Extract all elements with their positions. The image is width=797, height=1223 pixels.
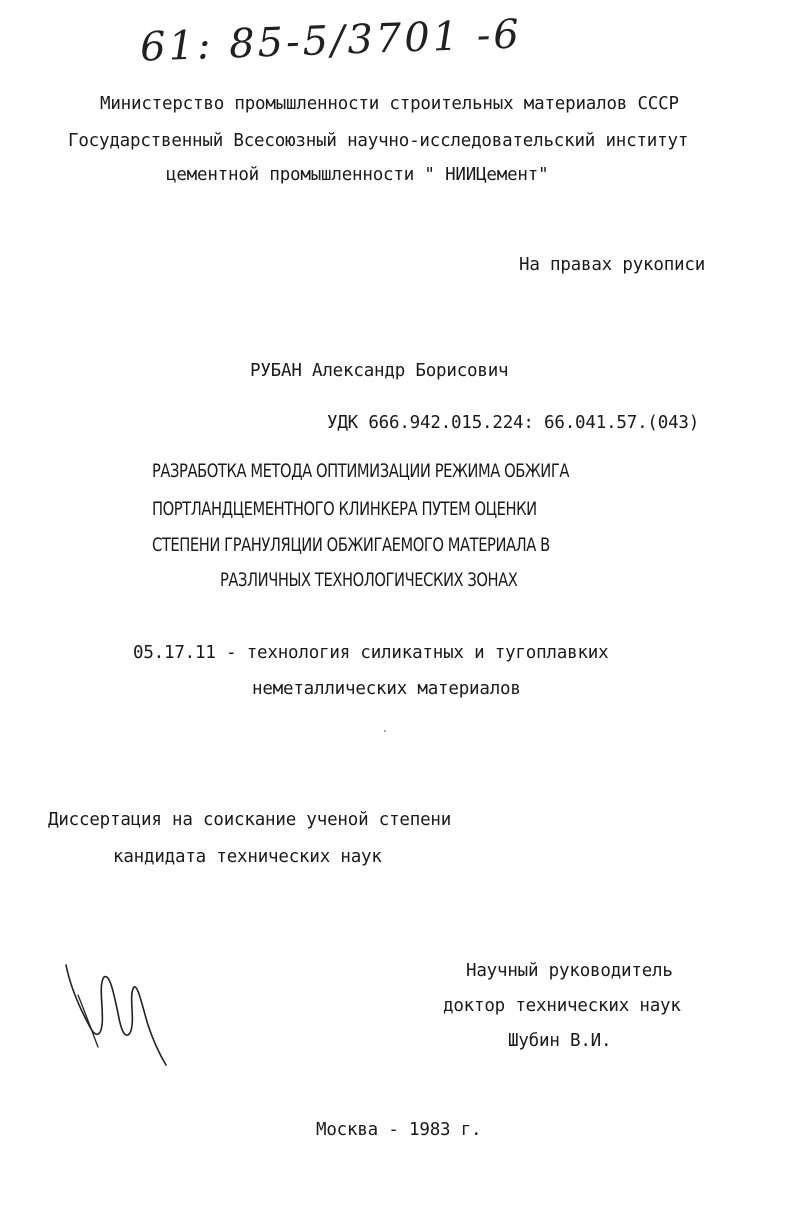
specialty-line-1: 05.17.11 - технология силикатных и тугоплавких (133, 643, 609, 663)
manuscript-note: На правах рукописи (519, 255, 706, 275)
scan-speck (384, 730, 386, 732)
dissertation-line-2: кандидата технических наук (113, 847, 382, 867)
udc-code: УДК 666.942.015.224: 66.041.57.(043) (327, 413, 700, 433)
supervisor-name: Шубин В.И. (508, 1031, 612, 1051)
title-line-4: РАЗЛИЧНЫХ ТЕХНОЛОГИЧЕСКИХ ЗОНАХ (220, 569, 518, 591)
title-line-2: ПОРТЛАНДЦЕМЕНТНОГО КЛИНКЕРА ПУТЕМ ОЦЕНКИ (152, 498, 537, 520)
supervisor-role: Научный руководитель (466, 961, 673, 981)
registry-number-handwritten: 61: 85-5/3701 -6 (139, 11, 523, 71)
title-line-3: СТЕПЕНИ ГРАНУЛЯЦИИ ОБЖИГАЕМОГО МАТЕРИАЛА В (152, 534, 550, 556)
institute-line-2: цементной промышленности " НИИЦемент" (166, 165, 549, 185)
signature (58, 955, 178, 1075)
supervisor-degree: доктор технических наук (443, 996, 681, 1016)
author-name: РУБАН Александр Борисович (250, 361, 509, 381)
dissertation-line-1: Диссертация на соискание ученой степени (48, 810, 452, 830)
city-year: Москва - 1983 г. (316, 1120, 482, 1140)
specialty-line-2: неметаллических материалов (252, 679, 521, 699)
ministry-line: Министерство промышленности строительных материалов СССР (100, 94, 679, 114)
institute-line-1: Государственный Всесоюзный научно-исследовательский институт (68, 131, 689, 151)
title-line-1: РАЗРАБОТКА МЕТОДА ОПТИМИЗАЦИИ РЕЖИМА ОБЖИГА (152, 460, 570, 482)
